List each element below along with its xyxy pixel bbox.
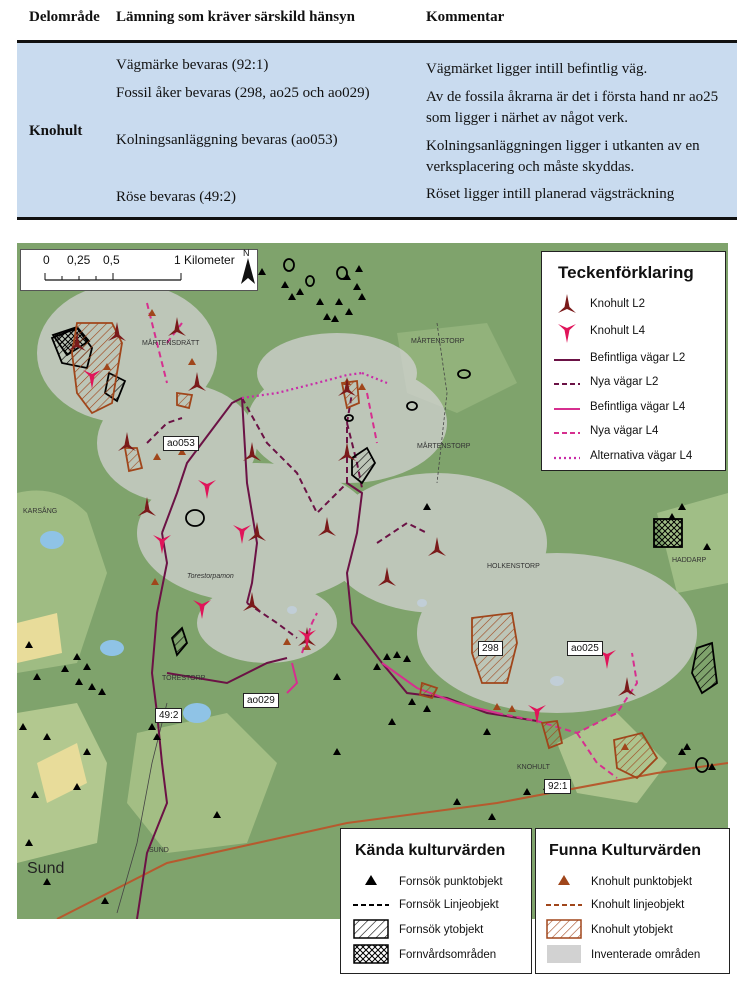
legend-found: [535, 828, 730, 974]
legend-known: [340, 828, 532, 974]
legend-item: Fornvårdsområden: [399, 949, 497, 961]
legend-item: Knohult L4: [590, 325, 645, 337]
legend-symbols: [351, 869, 391, 979]
place-name: TORESTORP: [162, 675, 206, 682]
site-tag: ao029: [243, 693, 279, 708]
legend-main: [541, 251, 726, 471]
table-header: [17, 0, 737, 40]
requirement-cell: Röse bevaras (49:2): [116, 189, 236, 205]
legend-item: Knohult punktobjekt: [591, 876, 693, 888]
scale-tick: 0,25: [67, 253, 91, 267]
legend-item: Fornsök Linjeobjekt: [399, 899, 499, 911]
header-comment: Kommentar: [426, 9, 505, 25]
legend-item: Knohult ytobjekt: [591, 924, 673, 936]
legend-item: Alternativa vägar L4: [590, 450, 693, 462]
north-label: N: [243, 248, 250, 258]
place-name: Torestorpamon: [187, 573, 234, 580]
place-name: KNOHULT: [517, 764, 550, 771]
comment-cell: Kolningsanläggningen ligger i utkanten av en verksplacering och måste skyddas.: [426, 138, 700, 175]
legend-item: Befintliga vägar L4: [590, 401, 686, 413]
requirement-cell: Fossil åker bevaras (298, ao25 och ao029): [116, 85, 370, 101]
place-name: KARSÅNG: [23, 508, 58, 515]
comment-cell: Av de fossila åkrarna är det i första hand nr ao25 som ligger i närhet av något verk.: [426, 89, 719, 126]
legend-item: Fornsök punktobjekt: [399, 876, 503, 888]
place-name: HOLKENSTORP: [487, 563, 540, 570]
comment-cell: Röset ligger intill planerad vägsträckning: [426, 186, 675, 202]
comment-cell: Vägmärket ligger intill befintlig väg.: [426, 61, 648, 77]
table-bottom-rule: [17, 217, 737, 220]
site-tag: ao053: [163, 436, 199, 451]
site-tag: 298: [478, 641, 503, 656]
legend-item: Nya vägar L4: [590, 425, 659, 437]
scale-ruler: [21, 250, 257, 290]
legend-title: Teckenförklaring: [558, 263, 694, 282]
place-name: Sund: [27, 860, 65, 877]
place-name: HADDARP: [672, 557, 707, 564]
site-tag: ao025: [567, 641, 603, 656]
place-name: MÅRTENSTORP: [411, 338, 465, 345]
legend-item: Knohult L2: [590, 298, 645, 310]
place-name: SUND: [149, 847, 169, 854]
site-tag: 92:1: [544, 779, 571, 794]
legend-symbols: [552, 292, 582, 492]
place-name: MÅRTENSTORP: [417, 443, 471, 450]
site-tag: 49:2: [155, 708, 182, 723]
legend-item: Fornsök ytobjekt: [399, 924, 484, 936]
legend-title: Funna Kulturvärden: [549, 842, 702, 859]
legend-item: Befintliga vägar L2: [590, 352, 686, 364]
legend-item: Knohult linjeobjekt: [591, 899, 685, 911]
scale-bar: [20, 249, 258, 291]
north-arrow-icon: [241, 258, 255, 284]
header-area: Delområde: [29, 9, 100, 25]
legend-item: Nya vägar L2: [590, 376, 659, 388]
table-body: [17, 43, 737, 218]
legend-item: Inventerade områden: [591, 949, 701, 961]
map-panel: [17, 243, 728, 919]
header-requirement: Lämning som kräver särskild hänsyn: [116, 9, 355, 25]
area-cell: Knohult: [29, 123, 83, 139]
legend-title: Kända kulturvärden: [355, 842, 506, 859]
place-name: MÅRTENSDRÄTT: [142, 340, 200, 347]
requirement-cell: Vägmärke bevaras (92:1): [116, 57, 269, 73]
legend-symbols: [544, 869, 584, 979]
scale-tick: 1 Kilometer: [174, 253, 235, 267]
scale-tick: 0: [43, 253, 50, 267]
requirement-cell: Kolningsanläggning bevaras (ao053): [116, 132, 338, 148]
scale-tick: 0,5: [103, 253, 120, 267]
